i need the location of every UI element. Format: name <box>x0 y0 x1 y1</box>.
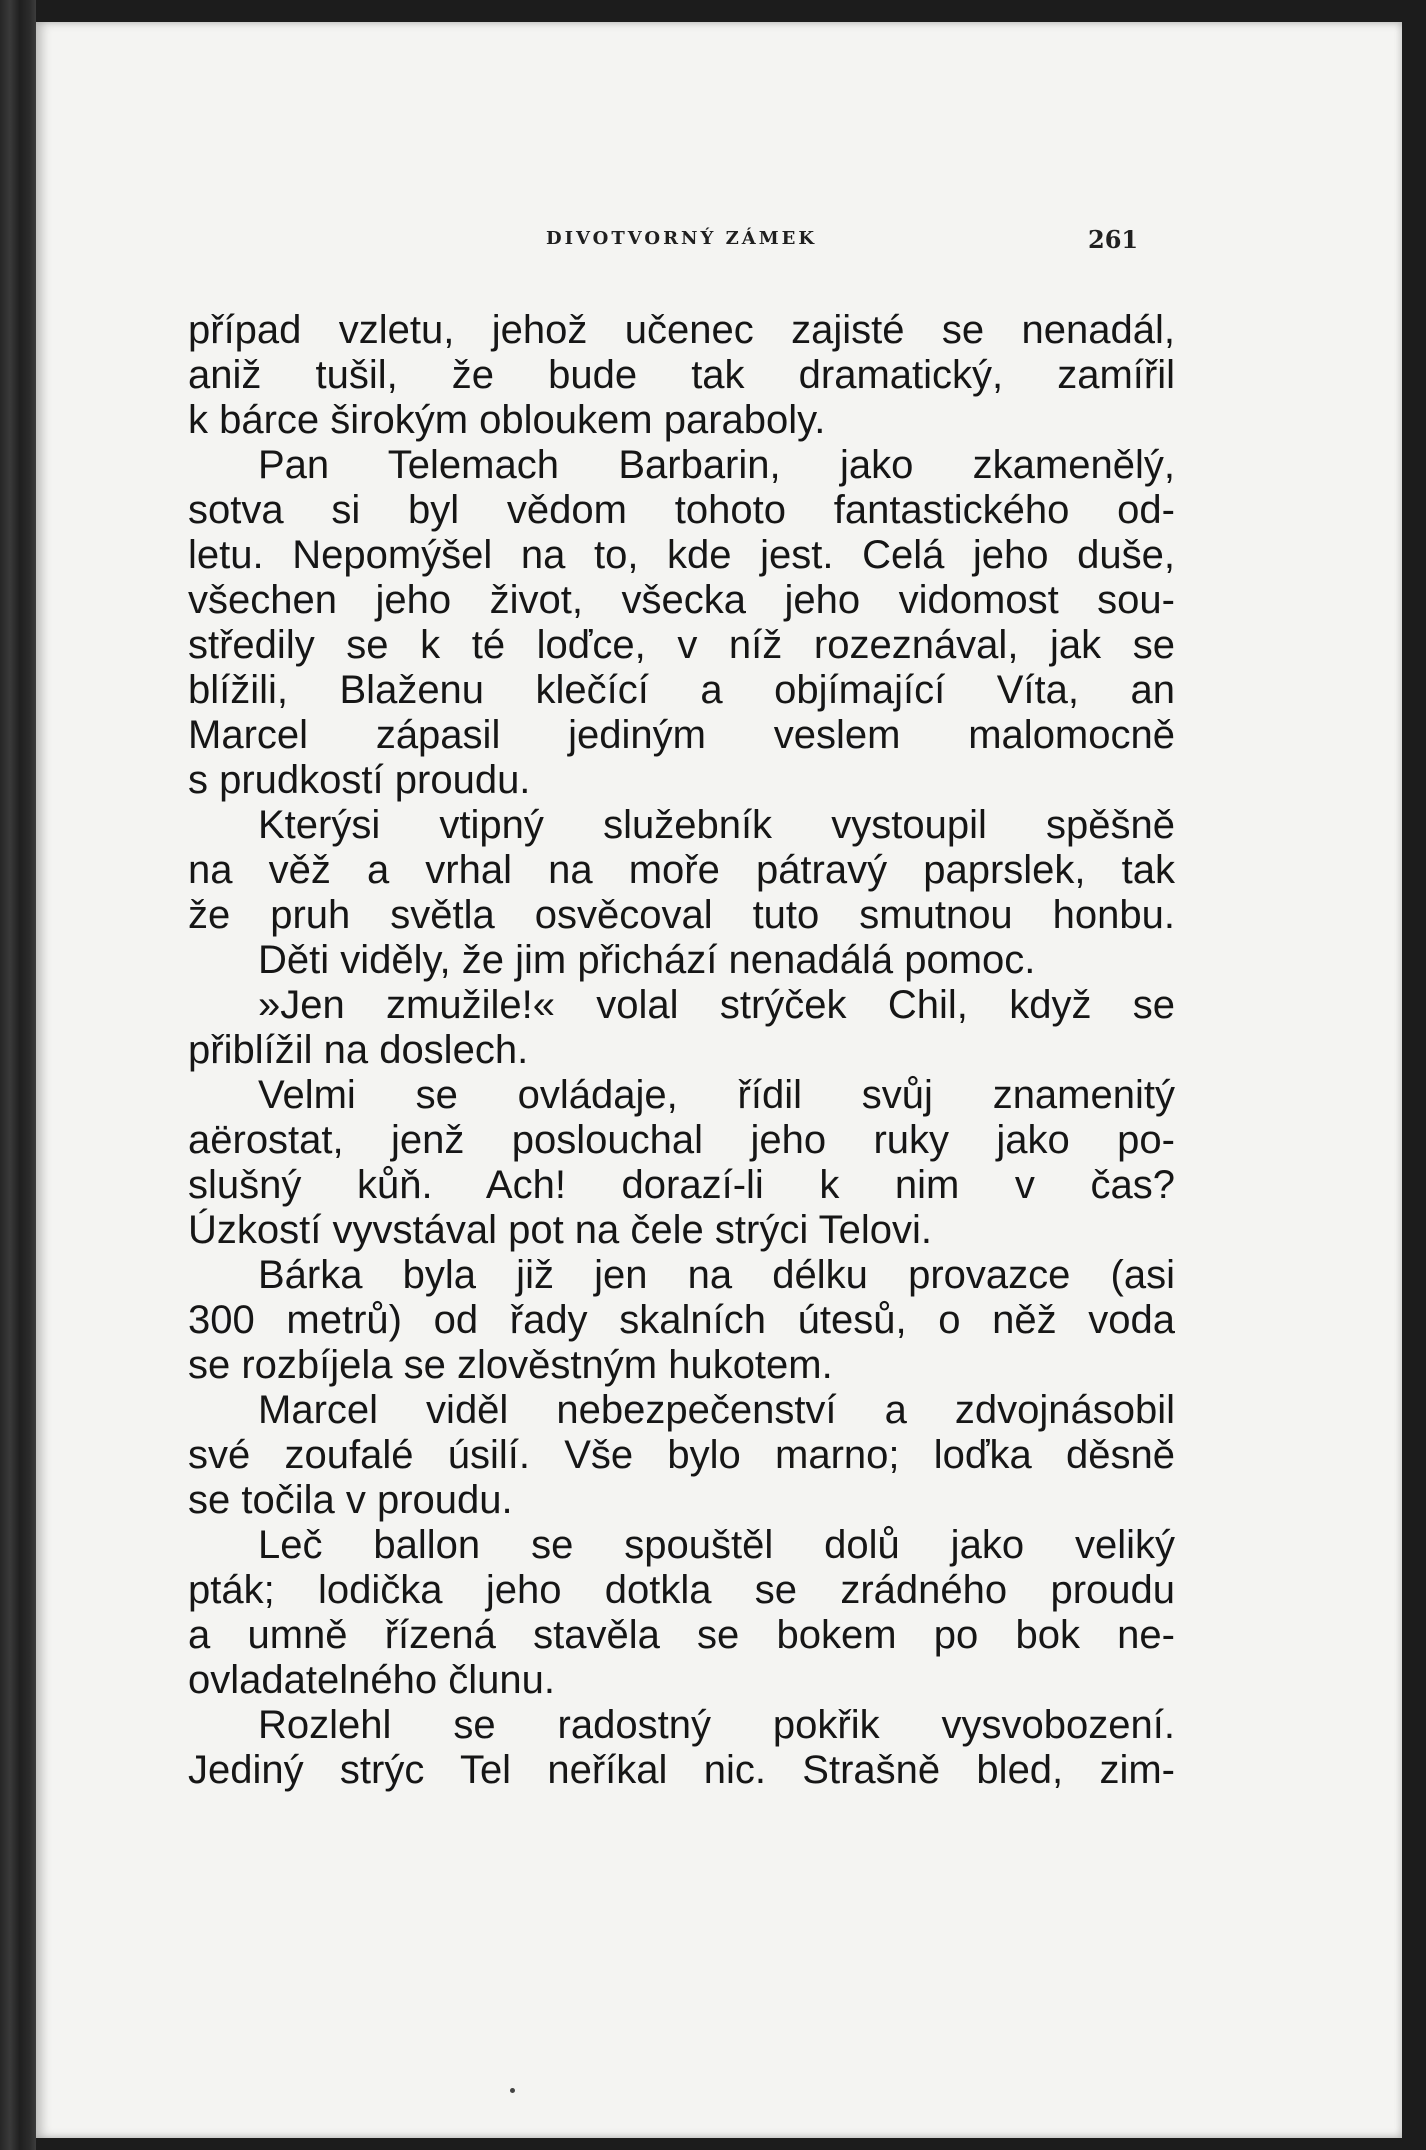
book-page <box>36 22 1402 2138</box>
book-binding-edge <box>0 0 36 2150</box>
text-line: k bárce širokým obloukem paraboly. <box>188 398 826 442</box>
text-line: své zoufalé úsilí. Vše bylo marno; loďka děsně <box>188 1433 1175 1477</box>
page-number: 261 <box>1088 225 1139 254</box>
text-line: se rozbíjela se zlověstným hukotem. <box>188 1343 833 1387</box>
text-line: Kterýsi vtipný služebník vystoupil spěšně <box>258 803 1175 847</box>
text-line: letu. Nepomýšel na to, kde jest. Celá jeho duše, <box>188 533 1175 577</box>
body-text <box>188 308 1175 1793</box>
running-title: DIVOTVORNÝ ZÁMEK <box>546 228 818 249</box>
text-line: aniž tušil, že bude tak dramatický, zamířil <box>188 353 1175 397</box>
text-line: se točila v proudu. <box>188 1478 513 1522</box>
text-line: aërostat, jenž poslouchal jeho ruky jako po- <box>188 1118 1175 1162</box>
text-line: středily se k té loďce, v níž rozeznával, jak se <box>188 623 1175 667</box>
text-line: blížili, Blaženu klečící a objímající Víta, an <box>188 668 1175 712</box>
text-line: Úzkostí vyvstával pot na čele strýci Telovi. <box>188 1208 932 1252</box>
text-line: Děti viděly, že jim přichází nenadálá pomoc. <box>258 938 1036 982</box>
text-line: Jediný strýc Tel neříkal nic. Strašně bled, zim- <box>188 1748 1175 1792</box>
text-line: slušný kůň. Ach! dorazí-li k nim v čas? <box>188 1163 1175 1207</box>
text-line: Pan Telemach Barbarin, jako zkamenělý, <box>258 443 1175 487</box>
text-line: »Jen zmužile!« volal strýček Chil, když se <box>258 983 1175 1027</box>
ink-speck <box>510 2088 515 2093</box>
text-line: a umně řízená stavěla se bokem po bok ne- <box>188 1613 1175 1657</box>
text-line: všechen jeho život, všecka jeho vidomost sou- <box>188 578 1175 622</box>
text-line: Rozlehl se radostný pokřik vysvobození. <box>258 1703 1175 1747</box>
text-line: 300 metrů) od řady skalních útesů, o něž voda <box>188 1298 1175 1342</box>
text-line: ovladatelného člunu. <box>188 1658 555 1702</box>
text-line: na věž a vrhal na moře pátravý paprslek, tak <box>188 848 1175 892</box>
text-line: přiblížil na doslech. <box>188 1028 529 1072</box>
text-line: sotva si byl vědom tohoto fantastického od- <box>188 488 1175 532</box>
text-line: s prudkostí proudu. <box>188 758 531 802</box>
text-line: Marcel viděl nebezpečenství a zdvojnásobil <box>258 1388 1175 1432</box>
text-line: Leč ballon se spouštěl dolů jako veliký <box>258 1523 1175 1567</box>
text-line: Bárka byla již jen na délku provazce (asi <box>258 1253 1175 1297</box>
text-line: případ vzletu, jehož učenec zajisté se nenadál, <box>188 308 1175 352</box>
text-line: Marcel zápasil jediným veslem malomocně <box>188 713 1175 757</box>
running-header <box>36 225 1402 262</box>
text-line: pták; lodička jeho dotkla se zrádného proudu <box>188 1568 1175 1612</box>
text-line: že pruh světla osvěcoval tuto smutnou honbu. <box>188 893 1175 937</box>
text-line: Velmi se ovládaje, řídil svůj znamenitý <box>258 1073 1175 1117</box>
